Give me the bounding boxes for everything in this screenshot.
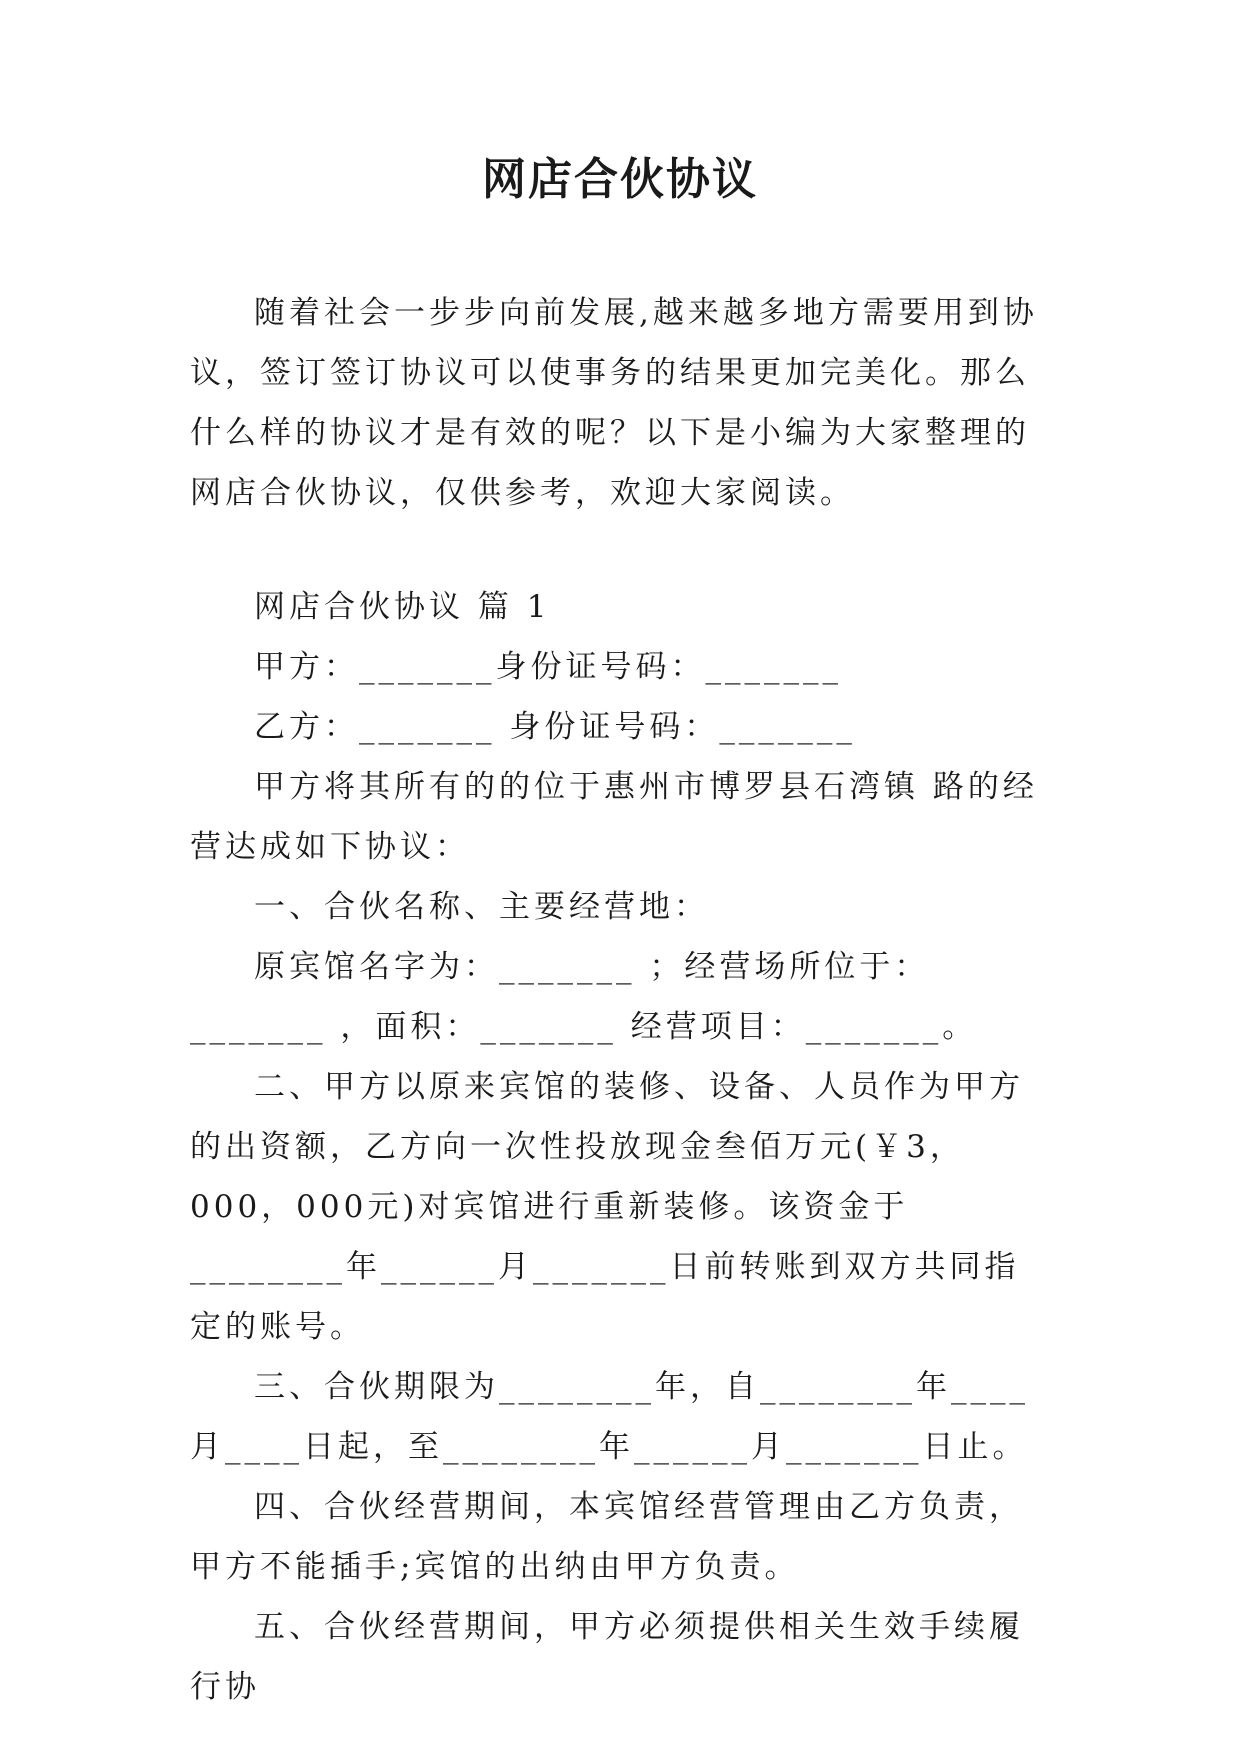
intro-paragraph: 随着社会一步步向前发展,越来越多地方需要用到协议，签订签订协议可以使事务的结果更加完美化。那么什么样的协议才是有效的呢？以下是小编为大家整理的网店合伙协议，仅供参考，欢迎大家阅读。 xyxy=(190,295,1038,511)
clause-1-detail: 原宾馆名字为：_______ ；经营场所位于：_______ ，面积：_______ 经营项目：_______。 xyxy=(190,949,978,1045)
clause-1-heading: 一、合伙名称、主要经营地： xyxy=(254,889,709,925)
clause-5: 五、合伙经营期间，甲方必须提供相关生效手续履行协 xyxy=(190,1609,1024,1705)
clause-2: 二、甲方以原来宾馆的装修、设备、人员作为甲方的出资额，乙方向一次性投放现金叁佰万元(￥3，000，000元)对宾馆进行重新装修。该资金于________年______月_______日前转账到双方共同指定的账号。 xyxy=(190,1069,1024,1345)
section-heading: 网店合伙协议 篇 1 xyxy=(254,589,551,625)
party-a-line: 甲方：_______身份证号码：_______ xyxy=(254,649,842,685)
intro-section xyxy=(190,283,1050,523)
preamble-paragraph: 甲方将其所有的的位于惠州市博罗县石湾镇 路的经营达成如下协议： xyxy=(190,769,1038,865)
agreement-body xyxy=(190,577,1050,1717)
party-b-line: 乙方：_______ 身份证号码：_______ xyxy=(254,709,856,745)
clause-3: 三、合伙期限为________年，自________年____月____日起，至________年______月_______日止。 xyxy=(190,1369,1029,1465)
document-title: 网店合伙协议 xyxy=(482,154,758,205)
clause-4: 四、合伙经营期间，本宾馆经营管理由乙方负责，甲方不能插手;宾馆的出纳由甲方负责。 xyxy=(190,1489,1024,1585)
